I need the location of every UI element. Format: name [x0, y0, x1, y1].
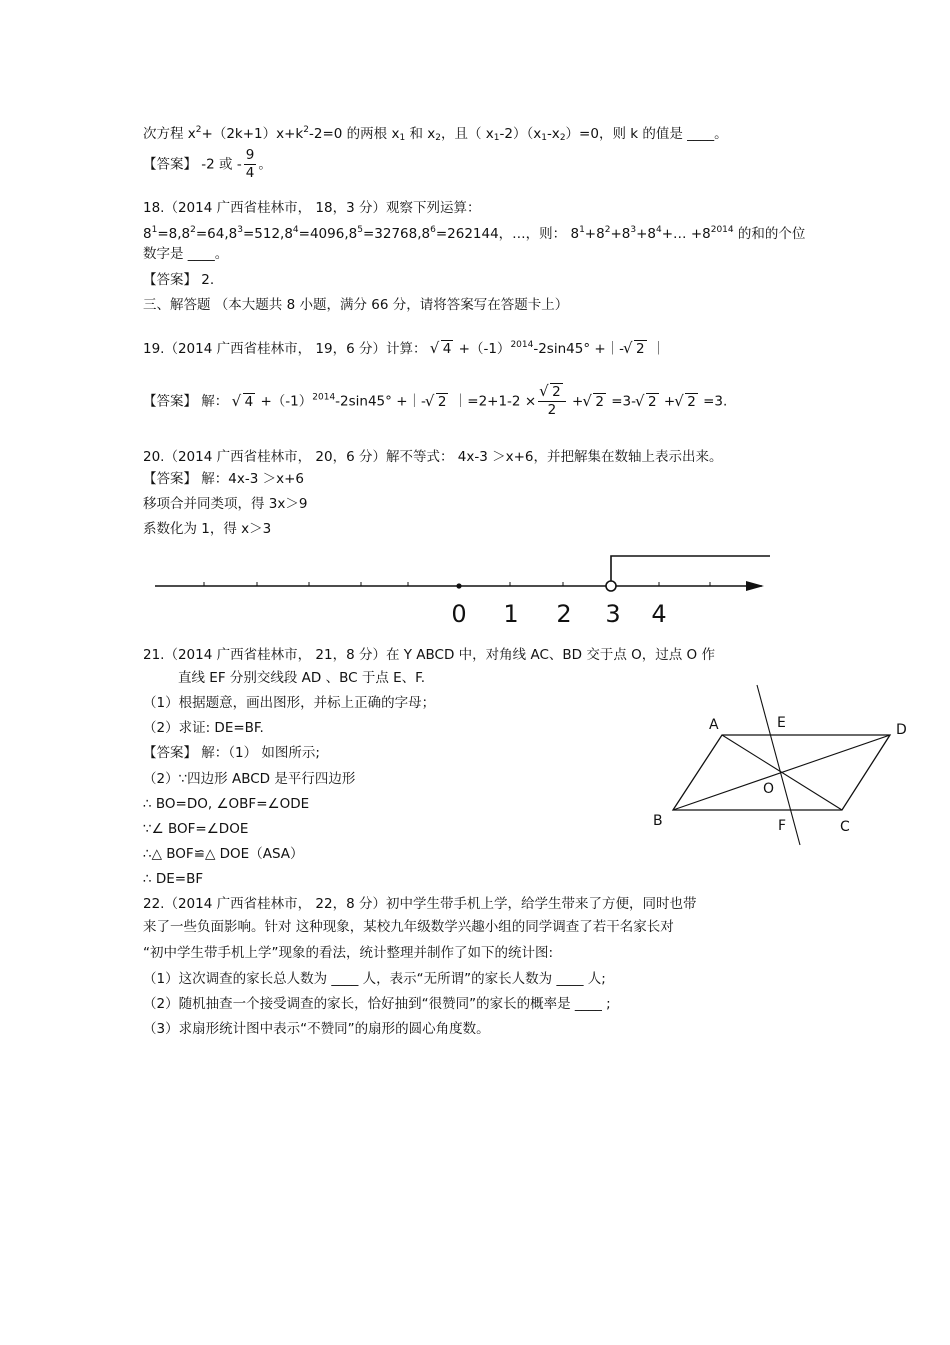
axis-label: 1 [503, 600, 519, 628]
q20-answer-line-2: 移项合并同类项，得 3x＞9 [143, 496, 308, 512]
q21-part-1: （1）根据题意，画出图形，并标上正确的字母； [143, 695, 436, 711]
sqrt-sign: √ 2 [584, 393, 606, 411]
point-label-e: E [777, 715, 786, 731]
q21-proof-line-4: ∴△ BOF≌△ DOE（ASA） [143, 846, 304, 862]
point-label-a: A [709, 717, 719, 733]
origin-dot [456, 583, 461, 588]
arrow-icon [746, 581, 764, 591]
q22-question-line-2: 来了一些负面影响。针对 这种现象，某校九年级数学兴趣小组的同学调查了若干名家长对 [143, 919, 674, 935]
axis-label: 2 [556, 600, 572, 628]
q21-proof-line-2: ∴ BO=DO, ∠OBF=∠ODE [143, 796, 310, 812]
q22-part-2: （2）随机抽查一个接受调查的家长，恰好抽到“很赞同”的家长的概率是 ____ ; [143, 996, 611, 1012]
q21-proof-line-1: （2）∵四边形 ABCD 是平行四边形 [143, 771, 356, 787]
q20-question: 20.（2014 广西省桂林市， 20，6 分）解不等式： 4x-3 ＞x+6，并把解集在数轴上表示出来。 [143, 449, 723, 465]
diagonal-bd [673, 735, 890, 810]
q22-part-3: （3）求扇形统计图中表示“不赞同”的扇形的圆心角度数。 [143, 1021, 490, 1037]
q21-answer: 【答案】 解：（1） 如图所示; [143, 745, 320, 761]
q22-question-line-3: “初中学生带手机上学”现象的看法，统计整理并制作了如下的统计图: [143, 945, 554, 961]
parallelogram-figure [640, 680, 930, 850]
point-label-d: D [896, 722, 907, 738]
section-heading: 三、解答题 （本大题共 8 小题，满分 66 分，请将答案写在答题卡上） [143, 297, 569, 313]
axis-label: 3 [605, 600, 621, 628]
q21-proof-line-5: ∴ DE=BF [143, 871, 204, 887]
q22-part-1: （1）这次调查的家长总人数为 ____ 人，表示“无所谓”的家长人数为 ____ 人; [143, 971, 606, 987]
q18-question: 18.（2014 广西省桂林市， 18，3 分）观察下列运算： [143, 200, 481, 216]
q19-question: 19.（2014 广西省桂林市， 19，6 分）计算： √ $4 +(-1)^{2014}-2\sin 45^\circ$ +｜-√ 2 ｜ [143, 336, 665, 358]
sqrt-sign: √ 2 [427, 393, 449, 411]
sqrt-sign: √ 2 [676, 393, 698, 411]
q22-question: 22.（2014 广西省桂林市， 22，8 分）初中学生带手机上学，给学生带来了方便，同时也带 [143, 896, 697, 912]
fraction: $\frac{9}{4}$ [245, 147, 255, 181]
q18-answer: 【答案】 2. [143, 272, 215, 288]
sqrt-sign: √ 4 [234, 393, 256, 411]
q20-answer-line-3: 系数化为 1，得 x＞3 [143, 521, 272, 537]
point-label-c: C [840, 819, 850, 835]
q20-answer-line-1: 【答案】 解：4x-3 ＞x+6 [143, 471, 305, 487]
sqrt-sign: √ 2 [625, 340, 647, 358]
point-label-f: F [778, 818, 787, 834]
q21-question-line-2: 直线 EF 分别交线段 AD 、BC 于点 E、F. [178, 670, 426, 686]
sqrt-sign: √ 4 [432, 340, 454, 358]
sqrt-sign: √ 2 [637, 393, 659, 411]
q21-question: 21.（2014 广西省桂林市， 21，8 分）在 Y ABCD 中，对角线 AC、BD 交于点 O，过点 O 作 [143, 647, 715, 663]
q21-proof-line-3: ∵∠ BOF=∠DOE [143, 821, 249, 837]
solution-set-bracket [611, 556, 770, 581]
q17-answer: 【答案】 -2 或 - $\frac{9}{4}$ 。 [143, 147, 272, 181]
number-line [0, 0, 950, 640]
q21-part-2: （2）求证: DE=BF. [143, 720, 264, 736]
open-circle-icon [606, 581, 616, 591]
q18-line-2: $8^1=8,8^2=64,8^3=512,8^4=4096,8^5=32768,8^6=262144$，…，则： $8^1+8^2+8^3+8^4+\dots +8^{2014}$ 的和的个位 [143, 225, 806, 242]
q18-line-3: 数字是 ____。 [143, 246, 229, 262]
axis-label: 4 [651, 600, 667, 628]
q17-question: 次方程 $x^2+(2k+1)x+k^2-2=0$ 的两根 $x_1$ 和 $x_2$，且（ $x_1-2)(x_1-x_2)=0$，则 k 的值是 ____。 [143, 125, 728, 143]
fraction: √ $\frac{2}{2}$ [538, 384, 566, 419]
point-label-b: B [653, 813, 663, 829]
axis-label: 0 [451, 600, 467, 628]
q19-answer: 【答案】 解： √ $4 +(-1)^{2014}-2\sin 45^\circ$ +｜-√ 2 ｜=2+1-2 × √ $\frac{2}{2}$ +√ 2 =3-√ 2 +√ 2 =3. [143, 384, 727, 419]
point-label-o: O [763, 781, 775, 797]
